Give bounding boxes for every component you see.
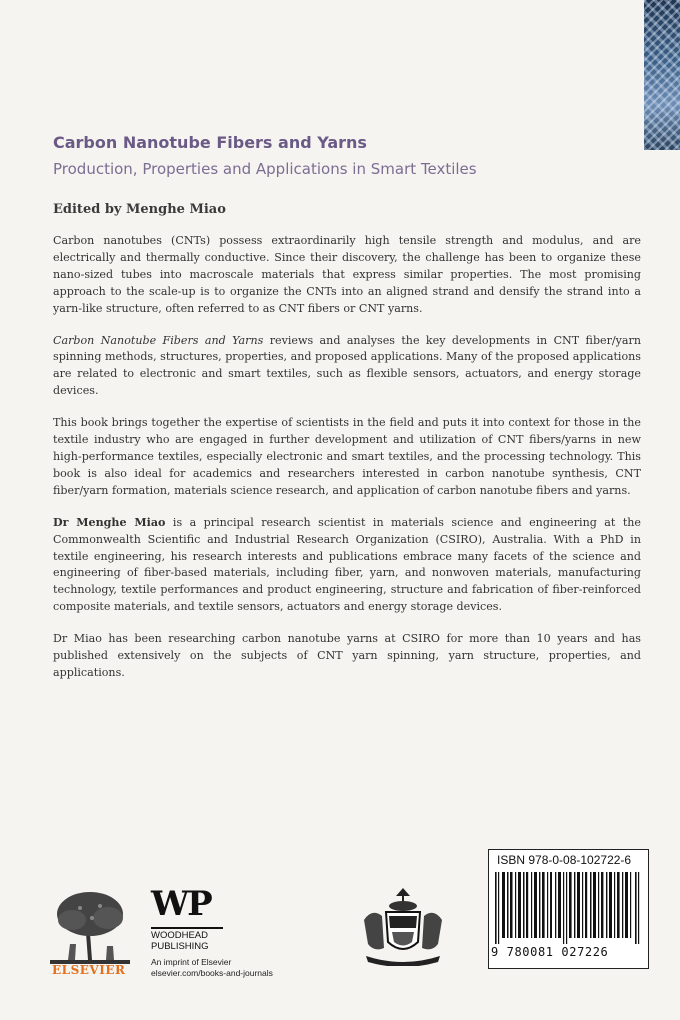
barcode-icon: [495, 872, 643, 944]
author-bio-text: is a principal research scientist in materials science and engineering at the Commonwealth Scientific and Industrial Research Organization (CSIRO), Australia. With a PhD in textile engineering, his research interests and publications embrace many facets of the science and engineering of fiber-based materials, including fiber, yarn, and nonwoven materials, manufacturing technology, textile performances and product engineering, structure and fabrication of fiber-reinforced composite materials, and textile sensors, actuators and energy storage devices.: [53, 515, 641, 614]
author-name: Dr Menghe Miao: [53, 515, 166, 529]
paragraph-2-text: reviews and analyses the key developments in CNT fiber/yarn spinning methods, structures, properties, and proposed applications. Many of the proposed applications are related to electronic and smart textiles, such as flexible sensors, actuators, and energy storage devices.: [53, 333, 641, 398]
elsevier-wordmark: ELSEVIER: [52, 963, 126, 977]
publisher-url: elsevier.com/books-and-journals: [151, 968, 273, 978]
woodhead-logo: WP: [151, 884, 211, 924]
woodhead-logo-rule: [151, 927, 223, 929]
barcode-digits: 9 780081 027226: [491, 945, 609, 959]
book-title: Carbon Nanotube Fibers and Yarns: [53, 133, 367, 152]
woodhead-name-line-2: PUBLISHING: [151, 941, 209, 952]
editor-credit: Edited by Menghe Miao: [53, 202, 226, 217]
author-bio-paragraph: [53, 515, 641, 616]
imprint-info: [151, 957, 273, 979]
description-paragraph-2: [53, 333, 641, 401]
isbn-label: ISBN 978-0-08-102722-6: [497, 853, 632, 867]
woodhead-name: [151, 930, 209, 952]
description-text: [53, 233, 641, 682]
woodhead-name-line-1: WOODHEAD: [151, 930, 208, 941]
description-paragraph-5: Dr Miao has been researching carbon nanotube yarns at CSIRO for more than 10 years and has published extensively on the subjects of CNT yarn spinning, yarn structure, properties, and applications.: [53, 632, 641, 679]
book-subtitle: Production, Properties and Applications in Smart Textiles: [53, 160, 477, 178]
description-paragraph-3: This book brings together the expertise of scientists in the field and puts it into context for those in the textile industry who are engaged in further development and utilization of CNT fibers/yarns in new high-performance textiles, especially electronic and smart textiles, and the processing technology. This book is also ideal for academics and researchers interested in carbon nanotube synthesis, CNT fiber/yarn formation, materials science research, and application of carbon nanotube fibers and yarns.: [53, 416, 641, 497]
book-title-italic: Carbon Nanotube Fibers and Yarns: [53, 333, 264, 347]
description-paragraph-1: Carbon nanotubes (CNTs) possess extraordinarily high tensile strength and modulus, and are electrically and thermally conductive. Since their discovery, the challenge has been to organize these nano-sized tubes into macroscale materials that express similar properties. The most promising approach to the scale-up is to organize the CNTs into an aligned strand and densify the strand into a yarn-like structure, often referred to as CNT fibers or CNT yarns.: [53, 234, 641, 315]
institute-crest-logo: [358, 886, 448, 966]
cover-photo-strip: [644, 0, 680, 150]
imprint-line: An imprint of Elsevier: [151, 957, 232, 967]
isbn-barcode-box: [488, 849, 649, 969]
elsevier-tree-logo: [50, 888, 130, 964]
